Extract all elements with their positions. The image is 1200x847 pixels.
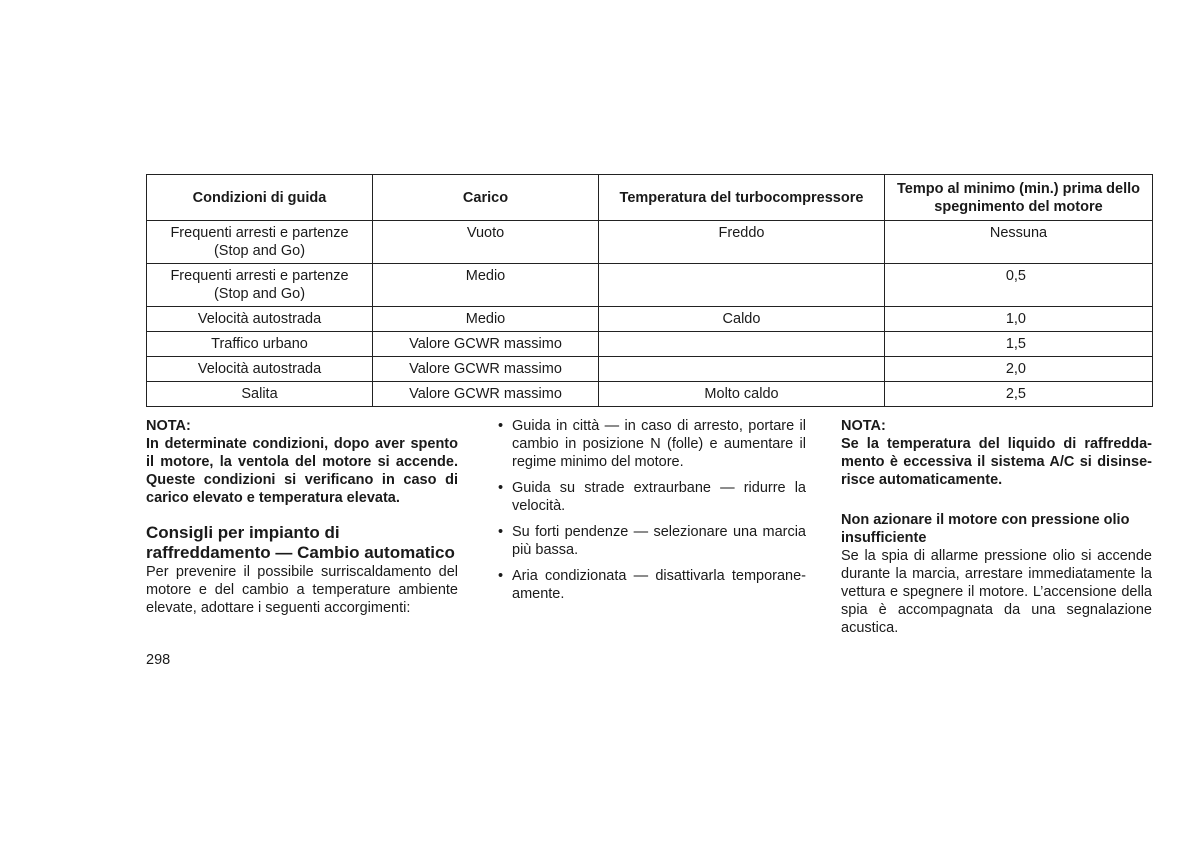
- note-label: NOTA:: [146, 418, 191, 434]
- note-label: NOTA:: [841, 418, 886, 434]
- tips-list: [498, 417, 806, 603]
- cell-condition: Traffico urbano: [147, 332, 373, 357]
- table-row: [147, 307, 1153, 332]
- list-item: • Guida su strade extraurbane — ridurre la velocità.: [498, 479, 806, 515]
- cell-condition: Frequenti arresti e partenze (Stop and Go): [147, 221, 373, 264]
- page-number: 298: [146, 652, 171, 668]
- cell-load: Valore GCWR massimo: [373, 332, 599, 357]
- cell-idle-time: 0,5: [885, 264, 1153, 307]
- cell-idle-time: 2,0: [885, 357, 1153, 382]
- cell-load: Valore GCWR massimo: [373, 357, 599, 382]
- note-text: Se la temperatura del liquido di raffredda-mento è eccessiva il sistema A/C si disinse-risce automaticamente.: [841, 436, 1152, 488]
- list-item: • Guida in città — in caso di arresto, portare il cambio in posizione N (folle) e aumentare il regime minimo del motore.: [498, 417, 806, 471]
- cell-load: Medio: [373, 264, 599, 307]
- cell-load: Vuoto: [373, 221, 599, 264]
- oil-pressure-heading: Non azionare il motore con pressione olio insufficiente: [841, 512, 1130, 546]
- table-row: [147, 264, 1153, 307]
- table-row: [147, 332, 1153, 357]
- table-row: [147, 221, 1153, 264]
- cell-load: Valore GCWR massimo: [373, 382, 599, 407]
- cell-temperature: Freddo: [599, 221, 885, 264]
- cell-idle-time: 2,5: [885, 382, 1153, 407]
- header-turbo-temperature: Temperatura del turbocompressore: [599, 175, 885, 221]
- cell-temperature: Caldo: [599, 307, 885, 332]
- header-idle-time: Tempo al minimo (min.) prima dello spegnimento del motore: [885, 175, 1153, 221]
- cell-load: Medio: [373, 307, 599, 332]
- table-row: [147, 382, 1153, 407]
- table-row: [147, 357, 1153, 382]
- cell-temperature: [599, 332, 885, 357]
- cell-condition: Frequenti arresti e partenze (Stop and Go): [147, 264, 373, 307]
- left-column: [146, 417, 458, 617]
- cell-idle-time: 1,0: [885, 307, 1153, 332]
- cell-temperature: [599, 357, 885, 382]
- header-driving-conditions: Condizioni di guida: [147, 175, 373, 221]
- cell-temperature: Molto caldo: [599, 382, 885, 407]
- cell-temperature: [599, 264, 885, 307]
- section-body: Per prevenire il possibile surriscaldamento del motore e del cambio a temperature ambiente elevate, adottare i seguenti accorgimenti:: [146, 564, 458, 616]
- cell-condition: Salita: [147, 382, 373, 407]
- section-heading: Consigli per impianto di raffreddamento — Cambio automatico: [146, 523, 455, 562]
- right-column: [841, 417, 1152, 637]
- list-item: • Su forti pendenze — selezionare una marcia più bassa.: [498, 523, 806, 559]
- oil-pressure-body: Se la spia di allarme pressione olio si accende durante la marcia, arrestare immediatamente la vettura e spegnere il motore. L’accensione della spia è accompagnata da una segnalazione acustica.: [841, 548, 1152, 636]
- cell-idle-time: 1,5: [885, 332, 1153, 357]
- cell-condition: Velocità autostrada: [147, 307, 373, 332]
- cell-condition: Velocità autostrada: [147, 357, 373, 382]
- middle-column: [498, 417, 806, 611]
- table-header-row: [147, 175, 1153, 221]
- note-text: In determinate condizioni, dopo aver spento il motore, la ventola del motore si accende. Queste condizioni si verificano in caso di carico elevato e temperatura elevata.: [146, 436, 458, 506]
- list-item: • Aria condizionata — disattivarla temporane-amente.: [498, 567, 806, 603]
- cooldown-table: [146, 174, 1153, 407]
- header-load: Carico: [373, 175, 599, 221]
- cell-idle-time: Nessuna: [885, 221, 1153, 264]
